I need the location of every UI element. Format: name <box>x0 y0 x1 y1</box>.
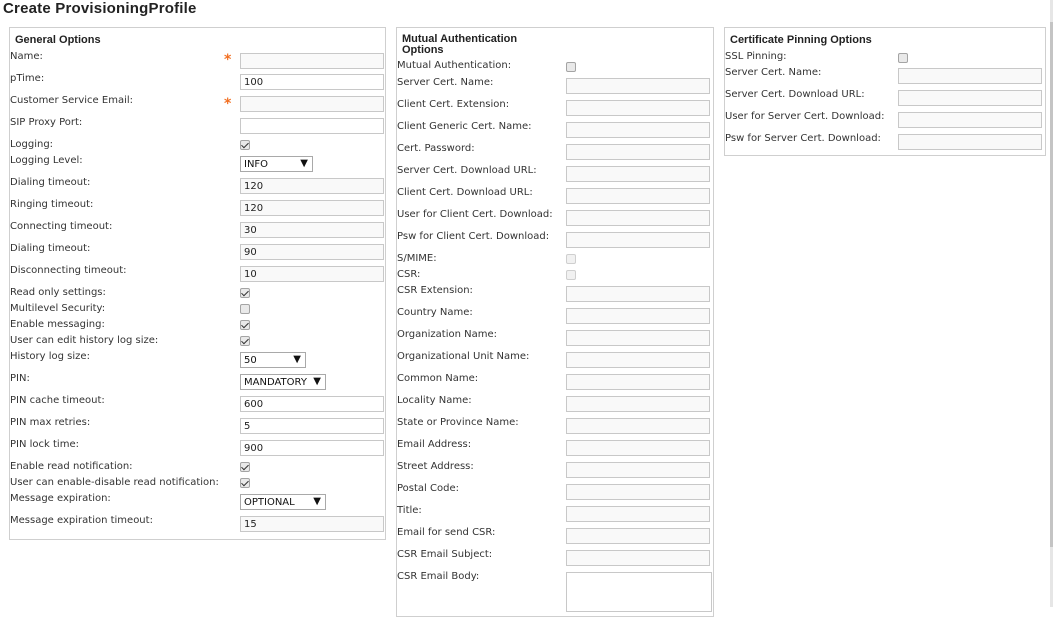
client-cert-ext-input[interactable] <box>566 100 710 116</box>
multilevel-security-label: Multilevel Security: <box>10 303 106 314</box>
required-icon: * <box>224 52 232 68</box>
dropdown-arrow-icon: ▼ <box>300 158 308 169</box>
pin-value: MANDATORY <box>244 377 307 388</box>
history-log-size-value: 50 <box>244 355 257 366</box>
mutual-auth-label: Mutual Authentication: <box>397 60 512 71</box>
locality-name-label: Locality Name: <box>397 395 472 406</box>
enable-read-notification-checkbox[interactable] <box>240 462 250 472</box>
country-name-input[interactable] <box>566 308 710 324</box>
pinning-server-cert-dl-url-input[interactable] <box>898 90 1042 106</box>
user-edit-history-checkbox[interactable] <box>240 336 250 346</box>
message-expiration-timeout-label: Message expiration timeout: <box>10 515 153 526</box>
pin-label: PIN: <box>10 373 30 384</box>
psw-client-cert-dl-label: Psw for Client Cert. Download: <box>397 231 550 242</box>
psw-client-cert-dl-input[interactable] <box>566 232 710 248</box>
pinning-server-cert-dl-url-label: Server Cert. Download URL: <box>725 89 865 100</box>
mutual-auth-title-line2: Options <box>402 44 444 56</box>
message-expiration-select[interactable] <box>240 494 326 510</box>
psw-server-cert-dl-label: Psw for Server Cert. Download: <box>725 133 881 144</box>
pinning-server-cert-name-label: Server Cert. Name: <box>725 67 822 78</box>
csr-email-body-label: CSR Email Body: <box>397 571 480 582</box>
user-client-cert-dl-label: User for Client Cert. Download: <box>397 209 553 220</box>
disconnecting-timeout-label: Disconnecting timeout: <box>10 265 127 276</box>
server-cert-dl-url-label: Server Cert. Download URL: <box>397 165 537 176</box>
server-cert-dl-url-input[interactable] <box>566 166 710 182</box>
common-name-label: Common Name: <box>397 373 479 384</box>
multilevel-security-checkbox[interactable] <box>240 304 250 314</box>
client-cert-dl-url-label: Client Cert. Download URL: <box>397 187 533 198</box>
server-cert-name-input[interactable] <box>566 78 710 94</box>
org-unit-name-label: Organizational Unit Name: <box>397 351 530 362</box>
dropdown-arrow-icon: ▼ <box>293 354 301 365</box>
pin-cache-timeout-label: PIN cache timeout: <box>10 395 105 406</box>
ringing-timeout-label: Ringing timeout: <box>10 199 94 210</box>
ssl-pinning-label: SSL Pinning: <box>725 51 787 62</box>
postal-code-label: Postal Code: <box>397 483 459 494</box>
ringing-timeout-input[interactable]: 120 <box>240 200 384 216</box>
message-expiration-timeout-input[interactable]: 15 <box>240 516 384 532</box>
mutual-auth-title <box>402 34 517 56</box>
email-send-csr-label: Email for send CSR: <box>397 527 496 538</box>
mutual-auth-checkbox[interactable] <box>566 62 576 72</box>
cert-pinning-title: Certificate Pinning Options <box>730 34 872 46</box>
cs-email-input[interactable] <box>240 96 384 112</box>
server-cert-name-label: Server Cert. Name: <box>397 77 494 88</box>
state-name-label: State or Province Name: <box>397 417 519 428</box>
name-input[interactable] <box>240 53 384 69</box>
organization-name-label: Organization Name: <box>397 329 497 340</box>
connecting-timeout-label: Connecting timeout: <box>10 221 113 232</box>
client-cert-ext-label: Client Cert. Extension: <box>397 99 510 110</box>
client-cert-dl-url-input[interactable] <box>566 188 710 204</box>
logging-label: Logging: <box>10 139 54 150</box>
logging-level-select[interactable] <box>240 156 313 172</box>
message-expiration-value: OPTIONAL <box>244 497 295 508</box>
locality-name-input[interactable] <box>566 396 710 412</box>
cert-password-input[interactable] <box>566 144 710 160</box>
required-icon: * <box>224 96 232 112</box>
street-address-input[interactable] <box>566 462 710 478</box>
org-unit-name-input[interactable] <box>566 352 710 368</box>
user-read-notification-label: User can enable-disable read notification: <box>10 477 219 488</box>
country-name-label: Country Name: <box>397 307 473 318</box>
message-expiration-label: Message expiration: <box>10 493 111 504</box>
common-name-input[interactable] <box>566 374 710 390</box>
smime-checkbox[interactable] <box>566 254 576 264</box>
client-generic-cert-name-input[interactable] <box>566 122 710 138</box>
state-name-input[interactable] <box>566 418 710 434</box>
email-send-csr-input[interactable] <box>566 528 710 544</box>
sip-proxy-port-label: SIP Proxy Port: <box>10 117 83 128</box>
user-client-cert-dl-input[interactable] <box>566 210 710 226</box>
dialing-timeout-label: Dialing timeout: <box>10 177 91 188</box>
user-read-notification-checkbox[interactable] <box>240 478 250 488</box>
dialing-timeout-2-input[interactable]: 90 <box>240 244 384 260</box>
history-log-size-label: History log size: <box>10 351 90 362</box>
enable-read-notification-label: Enable read notification: <box>10 461 133 472</box>
psw-server-cert-dl-input[interactable] <box>898 134 1042 150</box>
street-address-label: Street Address: <box>397 461 474 472</box>
enable-messaging-label: Enable messaging: <box>10 319 105 330</box>
name-label: Name: <box>10 51 43 62</box>
disconnecting-timeout-input[interactable]: 10 <box>240 266 384 282</box>
page-title: Create ProvisioningProfile <box>3 0 197 17</box>
read-only-label: Read only settings: <box>10 287 106 298</box>
logging-checkbox[interactable] <box>240 140 250 150</box>
dropdown-arrow-icon: ▼ <box>313 376 321 387</box>
ptime-input[interactable]: 100 <box>240 74 384 90</box>
connecting-timeout-input[interactable]: 30 <box>240 222 384 238</box>
dropdown-arrow-icon: ▼ <box>313 496 321 507</box>
email-address-label: Email Address: <box>397 439 472 450</box>
pin-lock-time-input[interactable]: 900 <box>240 440 384 456</box>
ssl-pinning-checkbox[interactable] <box>898 53 908 63</box>
csr-email-body-textarea[interactable] <box>566 572 712 612</box>
cs-email-label: Customer Service Email: <box>10 95 134 106</box>
mutual-auth-title-line1: Mutual Authentication <box>402 33 518 45</box>
dialing-timeout-input[interactable]: 120 <box>240 178 384 194</box>
csr-checkbox[interactable] <box>566 270 576 280</box>
pin-select[interactable] <box>240 374 326 390</box>
postal-code-input[interactable] <box>566 484 710 500</box>
smime-label: S/MIME: <box>397 253 437 264</box>
pin-max-retries-label: PIN max retries: <box>10 417 91 428</box>
pin-max-retries-input[interactable]: 5 <box>240 418 384 434</box>
logging-level-label: Logging Level: <box>10 155 83 166</box>
csr-email-subject-label: CSR Email Subject: <box>397 549 493 560</box>
cert-password-label: Cert. Password: <box>397 143 475 154</box>
pin-cache-timeout-input[interactable]: 600 <box>240 396 384 412</box>
user-server-cert-dl-input[interactable] <box>898 112 1042 128</box>
pin-lock-time-label: PIN lock time: <box>10 439 79 450</box>
history-log-size-select[interactable] <box>240 352 306 368</box>
title-input[interactable] <box>566 506 710 522</box>
read-only-checkbox[interactable] <box>240 288 250 298</box>
pinning-server-cert-name-input[interactable] <box>898 68 1042 84</box>
organization-name-input[interactable] <box>566 330 710 346</box>
csr-extension-label: CSR Extension: <box>397 285 473 296</box>
csr-email-subject-input[interactable] <box>566 550 710 566</box>
general-options-title: General Options <box>15 34 101 46</box>
client-generic-cert-name-label: Client Generic Cert. Name: <box>397 121 532 132</box>
csr-label: CSR: <box>397 269 421 280</box>
email-address-input[interactable] <box>566 440 710 456</box>
csr-extension-input[interactable] <box>566 286 710 302</box>
sip-proxy-port-input[interactable] <box>240 118 384 134</box>
enable-messaging-checkbox[interactable] <box>240 320 250 330</box>
logging-level-value: INFO <box>244 159 269 170</box>
ptime-label: pTime: <box>10 73 45 84</box>
user-edit-history-label: User can edit history log size: <box>10 335 159 346</box>
user-server-cert-dl-label: User for Server Cert. Download: <box>725 111 885 122</box>
dialing-timeout-2-label: Dialing timeout: <box>10 243 91 254</box>
title-label: Title: <box>397 505 422 516</box>
